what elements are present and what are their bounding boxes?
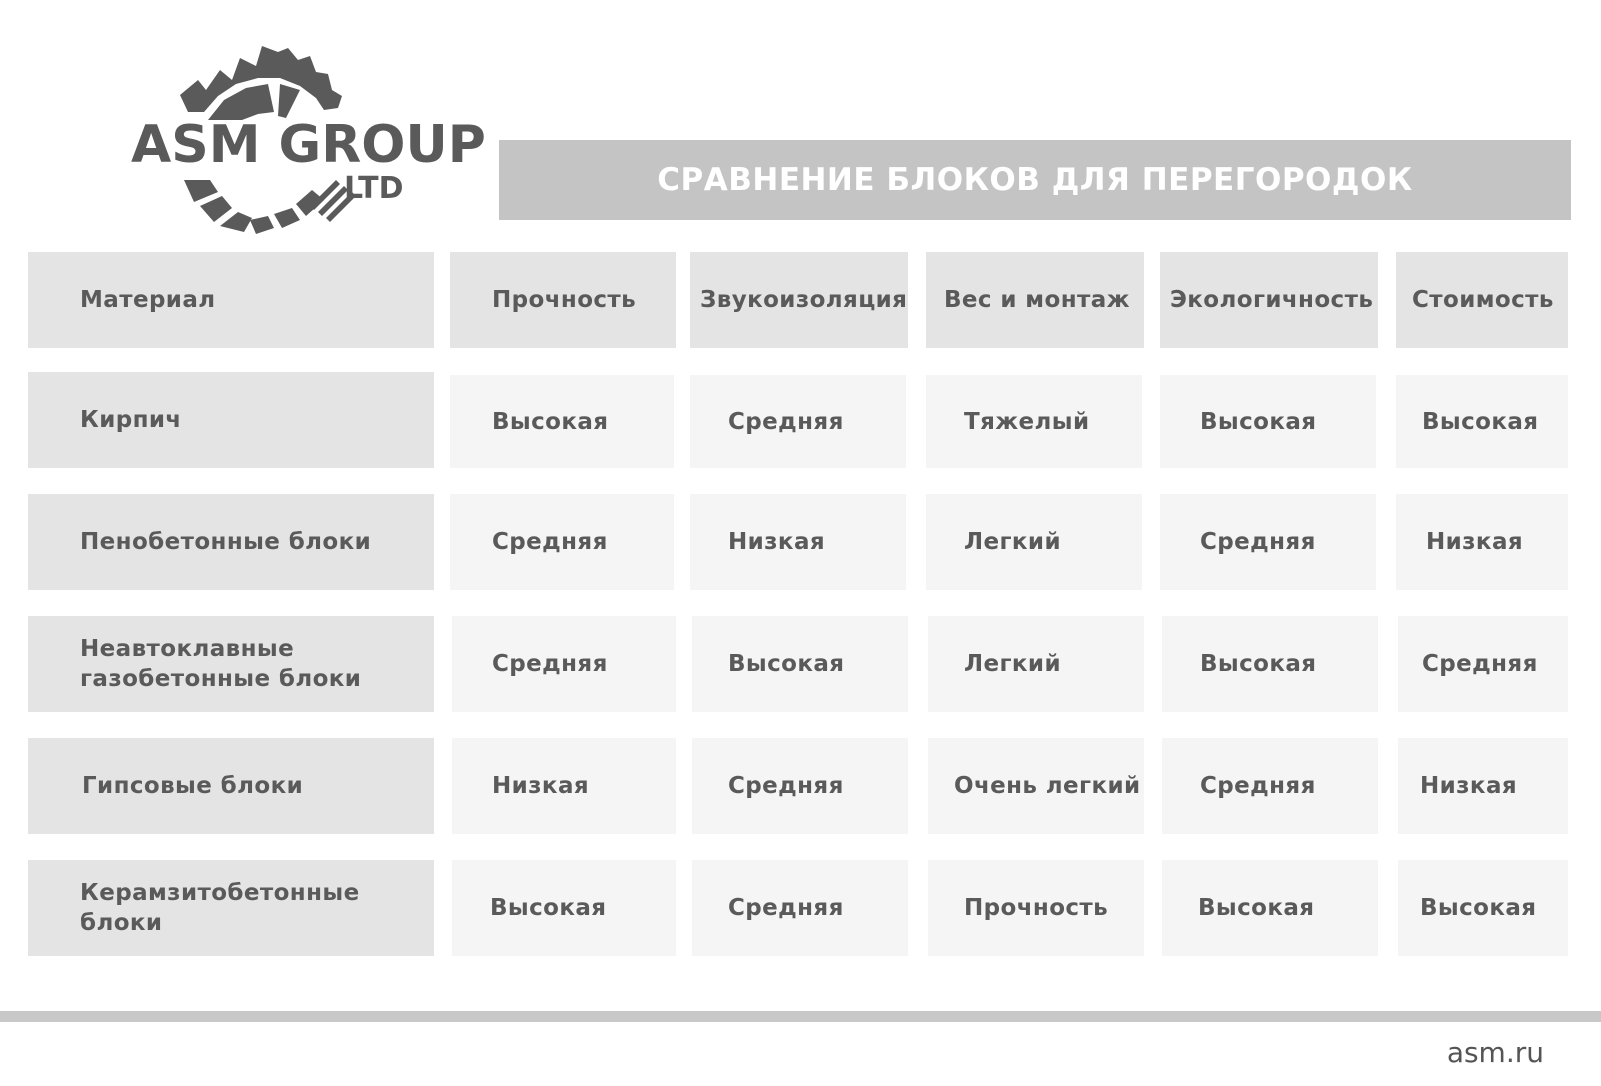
table-cell — [928, 738, 1144, 834]
header-weight-installation: Вес и монтаж — [944, 287, 1130, 313]
table-row-material — [28, 616, 434, 712]
cell-value: Средняя — [1200, 529, 1316, 555]
table-row-material — [28, 860, 434, 956]
table-header-cell — [28, 252, 434, 348]
cell-value: Высокая — [490, 895, 607, 921]
table-cell — [1398, 738, 1568, 834]
cell-value: Средняя — [1200, 773, 1316, 799]
table-cell — [692, 616, 908, 712]
cell-value: Прочность — [964, 895, 1109, 921]
header-eco: Экологичность — [1170, 287, 1374, 313]
cell-value: Высокая — [1198, 895, 1315, 921]
cell-value: Средняя — [1422, 651, 1538, 677]
material-label: Неавтоклавные газобетонные блоки — [80, 636, 362, 692]
table-cell — [1396, 494, 1568, 590]
table-cell — [928, 616, 1144, 712]
material-label: Пенобетонные блоки — [80, 529, 372, 555]
table-cell — [692, 738, 908, 834]
cell-value: Высокая — [728, 651, 845, 677]
table-cell — [926, 494, 1142, 590]
table-cell — [450, 375, 674, 468]
table-cell — [1160, 375, 1376, 468]
logo-wordmark: ASM GROUP — [131, 115, 486, 175]
table-header-cell — [690, 252, 908, 348]
table-cell — [1398, 616, 1568, 712]
material-label: Гипсовые блоки — [82, 773, 304, 799]
cell-value: Средняя — [492, 529, 608, 555]
material-label: Кирпич — [80, 407, 182, 433]
table-cell — [928, 860, 1144, 956]
cell-value: Тяжелый — [964, 408, 1090, 435]
table-cell — [1162, 616, 1378, 712]
cell-value: Низкая — [728, 529, 826, 555]
table-header-cell — [926, 252, 1144, 348]
cell-value: Высокая — [1200, 651, 1317, 677]
cell-value: Легкий — [964, 529, 1061, 555]
table-cell — [1398, 860, 1568, 956]
table-cell — [692, 860, 908, 956]
table-cell — [452, 860, 676, 956]
table-cell — [690, 375, 906, 468]
cell-value: Средняя — [728, 773, 844, 799]
company-logo — [128, 40, 486, 230]
cell-value: Высокая — [1422, 408, 1539, 435]
cell-value: Низкая — [1426, 529, 1524, 555]
footer-divider — [0, 1011, 1601, 1022]
material-label: Керамзитобетонные блоки — [80, 880, 360, 936]
table-header-cell — [1160, 252, 1378, 348]
cell-value: Средняя — [728, 408, 844, 435]
logo-suffix: LTD — [344, 171, 404, 206]
table-cell — [452, 616, 676, 712]
table-cell — [1162, 738, 1378, 834]
title-banner — [499, 140, 1571, 220]
gear-logo-icon — [128, 40, 486, 230]
header-material: Материал — [80, 287, 216, 313]
header-cost: Стоимость — [1412, 287, 1554, 313]
table-cell — [452, 738, 676, 834]
cell-value: Низкая — [492, 773, 590, 799]
table-row-material — [28, 738, 434, 834]
cell-value: Легкий — [964, 651, 1061, 677]
cell-value: Средняя — [728, 895, 844, 921]
table-cell — [1396, 375, 1568, 468]
website-link[interactable]: asm.ru — [1446, 1036, 1544, 1069]
cell-value: Высокая — [492, 408, 609, 435]
table-header-cell — [450, 252, 676, 348]
header-strength: Прочность — [492, 287, 637, 313]
table-row-material — [28, 372, 434, 468]
cell-value: Высокая — [1420, 895, 1537, 921]
table-cell — [450, 494, 674, 590]
cell-value: Низкая — [1420, 773, 1518, 799]
table-cell — [1160, 494, 1376, 590]
table-header-cell — [1396, 252, 1568, 348]
table-cell — [1162, 860, 1378, 956]
page-title: СРАВНЕНИЕ БЛОКОВ ДЛЯ ПЕРЕГОРОДОК — [657, 162, 1413, 198]
cell-value: Очень легкий — [954, 773, 1141, 799]
cell-value: Средняя — [492, 651, 608, 677]
header-sound-insulation: Звукоизоляция — [700, 287, 908, 313]
cell-value: Высокая — [1200, 408, 1317, 435]
table-row-material — [28, 494, 434, 590]
table-cell — [690, 494, 906, 590]
table-cell — [926, 375, 1142, 468]
